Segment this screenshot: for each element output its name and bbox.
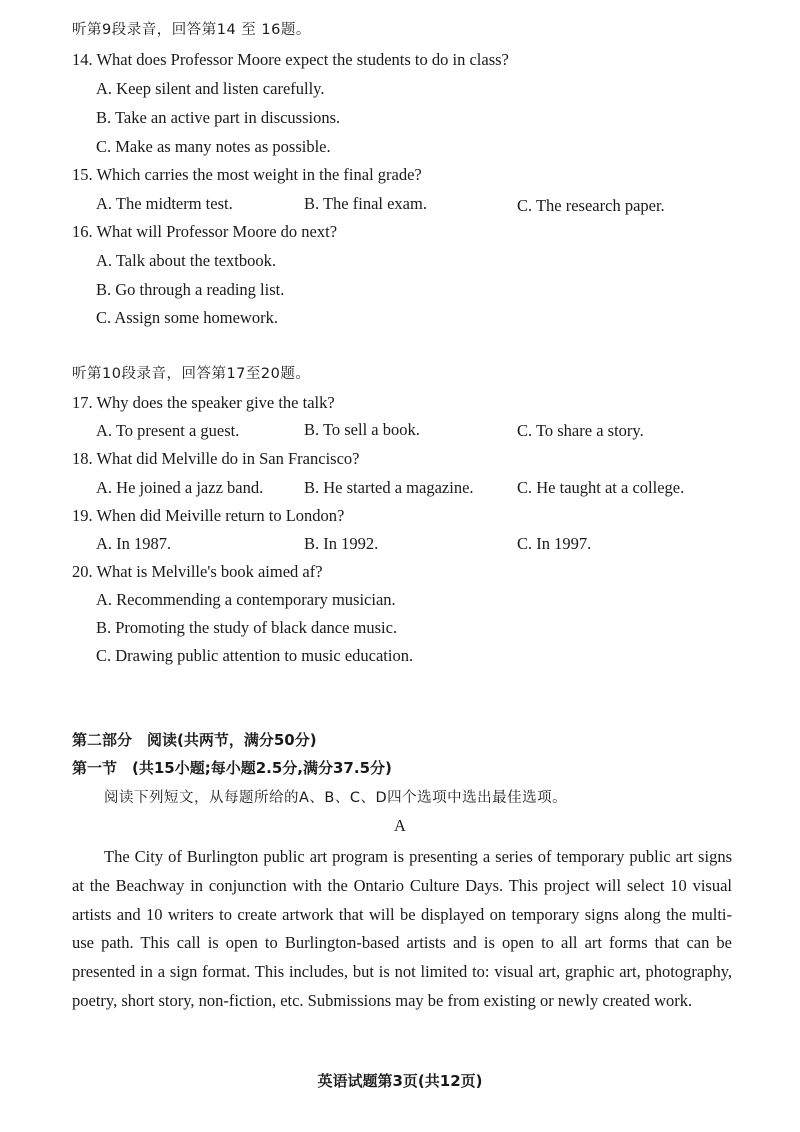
question-15-option-c: C. The research paper. <box>517 196 665 215</box>
question-17-option-a: A. To present a guest. <box>96 421 240 440</box>
question-18-option-c: C. He taught at a college. <box>517 478 685 497</box>
question-14-option-a: A. Keep silent and listen carefully. <box>96 79 325 98</box>
question-14-option-c: C. Make as many notes as possible. <box>96 137 331 156</box>
question-16-option-c: C. Assign some homework. <box>96 308 278 327</box>
question-17-option-b: B. To sell a book. <box>304 420 420 439</box>
question-16-option-a: A. Talk about the textbook. <box>96 251 277 270</box>
question-17-stem: 17. Why does the speaker give the talk? <box>72 393 335 412</box>
question-18-stem: 18. What did Melville do in San Francisco? <box>72 449 360 468</box>
question-20-option-b: B. Promoting the study of black dance music. <box>96 618 398 637</box>
question-18-option-a: A. He joined a jazz band. <box>96 478 264 497</box>
question-19-option-c: C. In 1997. <box>517 534 592 553</box>
question-16-stem: 16. What will Professor Moore do next? <box>72 222 338 241</box>
question-14-option-b: B. Take an active part in discussions. <box>96 108 341 127</box>
question-20-option-a: A. Recommending a contemporary musician. <box>96 590 396 609</box>
question-19-option-a: A. In 1987. <box>96 534 172 553</box>
part2-subheading: 第一节 (共15小题;每小题2.5分,满分37.5分) <box>72 759 392 777</box>
section10-instruction: 听第10段录音，回答第17至20题。 <box>72 366 311 382</box>
section9-instruction: 听第9段录音，回答第14 至 16题。 <box>72 22 311 38</box>
question-18-option-b: B. He started a magazine. <box>304 478 474 497</box>
question-19-stem: 19. When did Meiville return to London? <box>72 506 345 525</box>
question-17-option-c: C. To share a story. <box>517 421 644 440</box>
passage-label: A <box>394 816 406 835</box>
passage-a-text: The City of Burlington public art program is presenting a series of temporary public art signs at the Beachway in conjunction with the Ontario Culture Days. This project will select 10 visual artists and 10 writers to create artwork that will be displayed on temporary signs along the multi-use path. This call is open to Burlington-based artists and is open to all art forms that can be presented in a sign format. This includes, but is not limited to: visual art, graphic art, photography, poetry, short story, non-fiction, etc. Submissions may be from existing or newly created work. <box>72 847 732 1010</box>
question-15-option-b: B. The final exam. <box>304 194 427 213</box>
page-footer: 英语试题第3页(共12页) <box>317 1072 483 1090</box>
question-16-option-b: B. Go through a reading list. <box>96 280 285 299</box>
question-15-option-a: A. The midterm test. <box>96 194 233 213</box>
question-14-stem: 14. What does Professor Moore expect the students to do in class? <box>72 50 509 69</box>
question-19-option-b: B. In 1992. <box>304 534 379 553</box>
part2-instruction: 阅读下列短文，从每题所给的A、B、C、D四个选项中选出最佳选项。 <box>104 790 568 806</box>
question-15-stem: 15. Which carries the most weight in the final grade? <box>72 165 422 184</box>
question-20-stem: 20. What is Melville's book aimed af? <box>72 562 323 581</box>
question-20-option-c: C. Drawing public attention to music education. <box>96 646 414 665</box>
part2-heading: 第二部分 阅读(共两节，满分50分) <box>72 731 317 749</box>
